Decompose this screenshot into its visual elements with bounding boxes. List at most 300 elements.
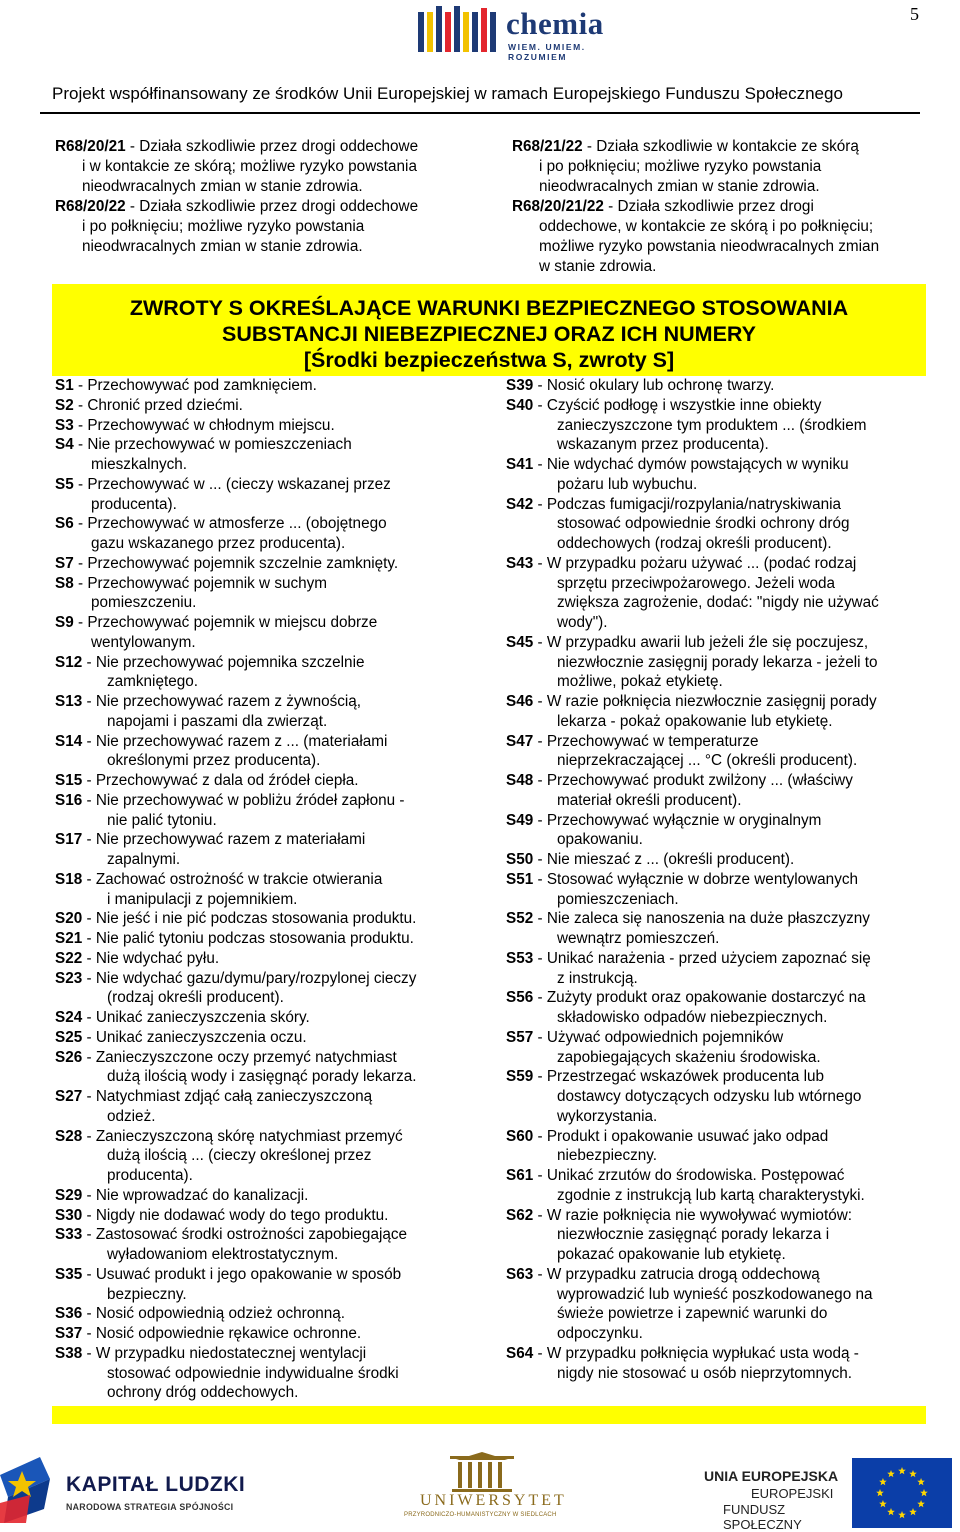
s-phrase [506,554,926,633]
s-phrase-continuation: lekarza - pokaż opakowanie lub etykietę. [557,712,833,730]
section-title-line3: [Środki bezpieczeństwa S, zwroty S] [303,348,675,372]
s-phrase [55,1304,495,1324]
s-phrase-continuation: niebezpieczny. [557,1147,658,1165]
s-phrase-text: - Unikać zanieczyszczenia skóry. [82,1009,310,1026]
s-phrase-code: S64 [506,1344,534,1362]
s-phrase-code: S21 [55,930,83,947]
s-phrase-continuation: dużą ilością wody i zasięgnąć porady lekarza. [107,1068,417,1086]
eu-star [898,1467,906,1474]
r-phrase-line: i po połknięciu; możliwe ryzyko powstania [82,218,365,235]
s-phrase-text: - W przypadku zatrucia drogą oddechową [533,1265,820,1283]
s-phrase-continuation: stosować odpowiednie indywidualne środki [107,1364,399,1382]
s-phrase-text: - Unikać zrzutów do środowiska. Postępować [533,1167,845,1184]
eu-star [917,1478,925,1485]
s-phrase-code: S49 [506,811,534,829]
s-phrase-code: S40 [506,396,534,414]
s-phrase-text: - W przypadku awarii lub jeżeli źle się poczujesz, [533,633,869,651]
s-phrase [55,949,495,969]
r-phrase-line: i po połknięciu; możliwe ryzyko powstania [539,158,822,175]
s-phrase-code: S12 [55,653,83,671]
s-phrase-continuation: bezpieczny. [107,1285,187,1303]
s-phrase-code: S29 [55,1186,83,1204]
s-phrase [55,909,495,929]
s-phrase [506,455,926,495]
s-phrase-text: - Przechowywać pojemnik szczelnie zamknięty. [73,554,399,572]
r-phrase [55,137,475,197]
s-phrase-continuation: i manipulacji z pojemnikiem. [107,890,298,908]
eu-star [887,1470,895,1477]
eu-line2: EUROPEJSKI [751,1486,834,1501]
s-phrase-line [506,1067,926,1087]
s-phrase-text: - Przechowywać w atmosferze ... (obojętnego [73,515,387,533]
s-phrase-code: S16 [55,791,83,809]
s-phrase-line [55,1265,495,1285]
s-phrase [506,1265,926,1344]
s-phrase-text: - Chronić przed dziećmi. [73,396,243,414]
s-phrase [55,929,495,949]
s-phrase-line [55,1028,495,1048]
s-phrase-continuation: pożaru lub wybuchu. [557,475,698,493]
s-phrase-code: S45 [506,633,534,651]
section-title-line1: ZWROTY S OKREŚLAJĄCE WARUNKI BEZPIECZNEGO STOSOWANIA [129,296,849,320]
s-phrase-line [55,653,495,673]
s-phrase-text: - Nosić odpowiednią odzież ochronną. [82,1305,345,1323]
s-phrase-line [55,1225,495,1245]
s-phrase-text: - Nie przechowywać pojemnika szczelnie [82,653,365,671]
s-phrase-line [55,692,495,712]
eu-star [879,1500,887,1507]
s-phrase-line [55,969,495,989]
s-phrase [506,811,926,851]
s-phrase-line [55,435,495,455]
s-phrase-text: - Zastosować środki ostrożności zapobiegające [82,1226,408,1244]
eu-text [694,1468,844,1532]
s-phrase-line [506,455,926,475]
r-phrase-line: i w kontakcie ze skórą; możliwe ryzyko powstania [82,158,417,175]
s-phrase-code: S60 [506,1127,534,1145]
s-phrase-code: S6 [55,515,74,533]
s-phrase-continuation: oddechowych (rodzaj określi producent). [557,535,832,552]
s-phrase-continuation: możliwe, pokaż etykietę. [557,673,723,691]
r-phrase-line: nieodwracalnych zmian w stanie zdrowia. [82,238,363,255]
r-phrase-line: w stanie zdrowia. [539,258,657,275]
s-phrase-continuation: wskazanym przez producenta). [557,436,769,454]
s-phrase-line [55,1304,495,1324]
s-phrase [55,653,495,693]
s-phrase-text: - Czyścić podłogę i wszystkie inne obiekty [533,396,822,414]
s-phrase-continuation: z instrukcją. [557,969,638,987]
s-phrase [55,1028,495,1048]
s-phrase-line [55,1324,495,1344]
s-phrase-text: - Nie palić tytoniu podczas stosowania produktu. [82,930,414,947]
s-phrase [506,988,926,1028]
s-phrase [55,376,495,396]
s-phrase-line [55,396,495,416]
s-phrase-continuation: producenta). [91,495,177,513]
s-phrase [506,732,926,772]
s-phrase [506,396,926,455]
s-phrase-continuation: odpoczynku. [557,1325,643,1342]
s-phrase-line [506,870,926,890]
s-phrase-continuation: ochrony dróg oddechowych. [107,1384,299,1402]
s-phrase-line [55,475,495,495]
s-phrase-line [506,396,926,416]
s-phrase-code: S59 [506,1068,534,1086]
s-phrase-text: - Nie przechowywać w pobliżu źródeł zapłonu - [82,791,405,809]
s-phrase-line [55,416,495,436]
s-phrase-continuation: zamkniętego. [107,673,198,691]
r-phrase-line: nieodwracalnych zmian w stanie zdrowia. [82,178,363,195]
s-phrase [55,771,495,791]
r-phrases-left [55,137,475,257]
s-phrase-text: - Nie mieszać z ... (określi producent). [533,851,795,868]
s-phrase [506,771,926,811]
s-phrase [506,692,926,732]
s-phrase [506,633,926,692]
s-phrase-text: - Używać odpowiednich pojemników [533,1028,784,1046]
r-phrase [55,197,475,257]
s-phrase-continuation: pomieszczeniu. [91,594,197,612]
s-phrase [55,870,495,910]
s-phrase-continuation: wentylowanym. [91,633,196,651]
s-phrase [55,475,495,515]
eu-star [909,1470,917,1477]
r-phrase-line: nieodwracalnych zmian w stanie zdrowia. [539,178,820,195]
r-phrase-line [512,137,932,157]
s-phrase-code: S61 [506,1167,534,1184]
s-phrase-code: S24 [55,1009,83,1026]
s-phrase-code: S63 [506,1265,534,1283]
r-phrase-text: - Działa szkodliwie przez drogi oddechowe [125,138,419,155]
s-phrase-text: - W przypadku niedostatecznej wentylacji [82,1344,367,1362]
s-phrase-continuation: wykorzystania. [557,1107,658,1125]
s-phrase-code: S50 [506,851,534,868]
s-phrase-continuation: nie palić tytoniu. [107,811,217,829]
eu-star [917,1500,925,1507]
s-phrase [55,791,495,831]
s-phrase-code: S42 [506,495,534,513]
s-phrase [55,830,495,870]
s-phrase-continuation: niezwłocznie zasięgnąć porady lekarza i [557,1226,830,1244]
s-phrase-text: - Nosić odpowiednie rękawice ochronne. [82,1325,362,1342]
s-phrase [55,969,495,1009]
s-phrases-left [55,376,495,1403]
s-phrase-code: S48 [506,772,534,789]
r-phrase-line [55,137,475,157]
s-phrase-text: - Stosować wyłącznie w dobrze wentylowanych [533,870,858,888]
s-phrase-text: - Unikać zanieczyszczenia oczu. [82,1028,307,1046]
s-phrase-line [55,929,495,949]
s-phrase [506,949,926,989]
s-phrase-code: S8 [55,574,74,592]
eu-star [920,1489,928,1496]
s-phrase-code: S33 [55,1226,83,1244]
s-phrase-text: - Nie wprowadzać do kanalizacji. [82,1186,309,1204]
s-phrase-code: S38 [55,1344,83,1362]
section-title [52,295,926,373]
s-phrase [506,909,926,949]
r-phrase-line [512,197,932,217]
s-phrase-continuation: mieszkalnych. [91,456,188,473]
s-phrase-code: S23 [55,969,83,987]
s-phrase-text: - Nie wdychać gazu/dymu/pary/rozpylonej cieczy [82,969,417,987]
s-phrase [55,1127,495,1186]
s-phrase-continuation: zanieczyszczone tym produktem ... (środkiem [557,416,867,434]
s-phrase-code: S47 [506,732,534,750]
s-phrase-code: S20 [55,910,83,928]
eu-star [879,1478,887,1485]
s-phrase [506,1067,926,1126]
s-phrase-continuation: producenta). [107,1167,193,1184]
s-phrase-continuation: wyładowaniom elektrostatycznym. [107,1246,339,1263]
s-phrase-line [506,1206,926,1226]
s-phrase-text: - Usuwać produkt i jego opakowanie w sposób [82,1265,402,1283]
footer [0,1440,960,1530]
s-phrase-continuation: dużą ilością ... (cieczy określonej przez [107,1147,372,1165]
s-phrase-code: S15 [55,772,83,789]
s-phrase-code: S1 [55,377,74,394]
s-phrase-line [506,1344,926,1364]
eu-line1: UNIA EUROPEJSKA [704,1468,839,1484]
s-phrase-code: S46 [506,693,534,710]
s-phrase-text: - Nie wdychać pyłu. [82,949,220,967]
s-phrase-continuation: stosować odpowiednie środki ochrony dróg [557,515,850,533]
university-subtitle: PRZYRODNICZO-HUMANISTYCZNY W SIEDLCACH [404,1512,557,1518]
s-phrase-continuation: zapalnymi. [107,851,181,868]
r-phrase [512,137,932,197]
s-phrase-line [55,909,495,929]
s-phrase-continuation: pomieszczeniach. [557,890,679,908]
s-phrase-code: S27 [55,1088,83,1105]
s-phrase-line [55,554,495,574]
kapital-ludzki-name: KAPITAŁ LUDZKI [66,1473,246,1496]
s-phrase-code: S43 [506,554,534,572]
s-phrase-code: S4 [55,436,74,454]
kapital-ludzki-emblem-icon [0,1457,50,1523]
s-phrase-line [506,1028,926,1048]
university-emblem-icon [446,1452,518,1496]
s-phrase-line [506,495,926,515]
chemia-logo [418,4,628,62]
s-phrase-text: - W razie połknięcia niezwłocznie zasięgnij porady [533,693,877,710]
s-phrase-line [506,771,926,791]
s-phrase-line [55,1206,495,1226]
s-phrase-line [55,376,495,396]
s-phrase-code: S13 [55,693,83,710]
chemia-logo-bars-icon [418,6,500,54]
s-phrase-continuation: odzież. [107,1107,156,1125]
s-phrase-text: - Przechowywać w ... (cieczy wskazanej przez [73,475,391,493]
s-phrase-line [506,732,926,752]
s-phrase-text: - Przechowywać z dala od źródeł ciepła. [82,772,359,789]
s-phrase [55,1344,495,1403]
s-phrase-text: - Przechowywać pojemnik w miejscu dobrze [73,614,378,631]
s-phrase-line [55,1186,495,1206]
eu-flag-icon [852,1458,952,1528]
eu-star [876,1489,884,1496]
s-phrase-line [55,870,495,890]
s-phrase [55,396,495,416]
s-phrase-text: - Przechowywać produkt zwilżony ... (właściwy [533,772,853,789]
s-phrase [506,850,926,870]
s-phrase [55,574,495,614]
s-phrase-continuation: sprzętu przeciwpożarowego. Jeżeli woda [557,574,836,592]
s-phrase-text: - Przechowywać w chłodnym miejscu. [73,416,335,434]
page-number: 5 [910,4,919,24]
r-phrase-line: oddechowe, w kontakcie ze skórą i po połknięciu; [539,218,874,235]
s-phrase-continuation: opakowaniu. [557,831,643,849]
s-phrase-code: S39 [506,377,534,394]
s-phrase [55,613,495,653]
s-phrase-text: - W przypadku pożaru używać ... (podać rodzaj [533,554,857,572]
s-phrase-code: S57 [506,1028,534,1046]
s-phrase-text: - W razie połknięcia nie wywoływać wymiotów: [533,1206,852,1224]
s-phrase-text: - Nie przechowywać razem z materiałami [82,831,366,849]
s-phrase-line [506,554,926,574]
s-phrase-continuation: wody"). [557,614,608,631]
s-phrase [55,1186,495,1206]
s-phrase-text: - Zanieczyszczoną skórę natychmiast przemyć [82,1127,403,1145]
s-phrase [506,1344,926,1384]
s-phrase-line [506,376,926,396]
eu-star [887,1508,895,1515]
s-phrase-text: - Nie jeść i nie pić podczas stosowania produktu. [82,910,417,928]
s-phrase-code: S2 [55,396,74,414]
s-phrase-text: - Zużyty produkt oraz opakowanie dostarczyć na [533,989,866,1007]
header-divider [40,112,920,114]
s-phrase-line [55,732,495,752]
s-phrase-line [506,692,926,712]
s-phrase-text: - Nie zaleca się nanoszenia na duże płaszczyzny [533,910,870,928]
s-phrase-code: S30 [55,1206,83,1224]
s-phrase-code: S41 [506,456,534,473]
s-phrase-line [506,811,926,831]
s-phrase [55,1087,495,1127]
s-phrase-continuation: materiał określi producent). [557,791,742,809]
r-phrase-code: R68/21/22 [512,138,583,155]
s-phrase-line [55,1048,495,1068]
s-phrase [55,1008,495,1028]
s-phrase-line [55,1344,495,1364]
s-phrase [506,1127,926,1167]
s-phrase-line [55,830,495,850]
s-phrase-line [55,613,495,633]
s-phrase [506,1206,926,1265]
s-phrase-code: S28 [55,1127,83,1145]
s-phrase-code: S7 [55,554,74,572]
section-title-line2: SUBSTANCJI NIEBEZPIECZNEJ ORAZ ICH NUMERY [222,322,756,346]
s-phrase-line [506,1166,926,1186]
s-phrase-continuation: świeże powietrze i zapewnić warunki do [557,1305,828,1323]
s-phrase-text: - Przechowywać w temperaturze [533,732,759,750]
s-phrase [55,1048,495,1088]
s-phrase-continuation: pokazać opakowanie lub etykietę. [557,1246,786,1263]
logo-tagline: WIEM. UMIEM. ROZUMIEM [508,42,586,62]
s-phrase-code: S52 [506,910,534,928]
r-phrase [512,197,932,277]
r-phrases-right [512,137,932,277]
s-phrase-continuation: składowisko odpadów niebezpiecznych. [557,1009,828,1026]
s-phrase-line [506,1265,926,1285]
s-phrase [55,416,495,436]
s-phrase-code: S14 [55,732,83,750]
s-phrase-line [55,1008,495,1028]
s-phrase [506,1166,926,1206]
s-phrase-continuation: napojami i paszami dla zwierząt. [107,712,328,730]
s-phrase-line [55,514,495,534]
s-phrase [55,1324,495,1344]
s-phrase-line [506,988,926,1008]
s-phrases-right [506,376,926,1383]
r-phrase-text: - Działa szkodliwie w kontakcie ze skórą [582,138,859,155]
s-phrase-line [506,850,926,870]
s-phrase [506,495,926,554]
s-phrase-line [506,949,926,969]
s-phrase-continuation: zapobiegających skażeniu środowiska. [557,1048,821,1066]
s-phrase-text: - W przypadku połknięcia wypłukać usta wodą - [533,1344,859,1362]
s-phrase-continuation: zwiększa zagrożenie, dodać: "nigdy nie używać [557,594,879,612]
s-phrase-line [506,1127,926,1147]
s-phrase-code: S9 [55,614,74,631]
s-phrase-line [55,1087,495,1107]
s-phrase-continuation: określonymi przez producenta). [107,752,321,770]
s-phrase-line [506,633,926,653]
s-phrase [55,732,495,772]
project-header: Projekt współfinansowany ze środków Unii Europejskiej w ramach Europejskiego Funduszu Społecznego [52,84,843,103]
r-phrase-line: możliwe ryzyko powstania nieodwracalnych zmian [539,238,880,255]
s-phrase-text: - Przechowywać pojemnik w suchym [73,574,328,592]
s-phrase-text: - Nigdy nie dodawać wody do tego produktu. [82,1206,389,1224]
s-phrase-code: S53 [506,949,534,967]
s-phrase-continuation: wewnątrz pomieszczeń. [557,930,720,947]
s-phrase-continuation: niezwłocznie zasięgnij porady lekarza - jeżeli to [557,653,878,671]
r-phrase-line [55,197,475,217]
s-phrase-line [55,949,495,969]
s-phrase-text: - Nie przechowywać razem z ... (materiałami [82,732,388,750]
s-phrase-line [55,771,495,791]
s-phrase-continuation: (rodzaj określi producent). [107,989,284,1007]
s-phrase-continuation: nieprzekraczającej ... °C (określi producent). [557,752,858,770]
s-phrase-code: S5 [55,475,74,493]
s-phrase-code: S37 [55,1325,83,1342]
s-phrase [55,514,495,554]
s-phrase-text: - Nie przechowywać w pomieszczeniach [73,436,352,454]
s-phrase-text: - Przechowywać wyłącznie w oryginalnym [533,811,822,829]
eu-star [898,1511,906,1518]
s-phrase-text: - Produkt i opakowanie usuwać jako odpad [533,1127,829,1145]
s-phrase [55,1225,495,1265]
kapital-ludzki-subtitle: NARODOWA STRATEGIA SPÓJNOŚCI [66,1502,234,1512]
s-phrase-line [55,791,495,811]
s-phrase [506,870,926,910]
r-phrase-code: R68/20/21/22 [512,198,604,215]
s-phrase-code: S3 [55,416,74,434]
s-phrase-continuation: dostawcy dotyczących odzysku lub wtórnego [557,1088,862,1105]
s-phrase-continuation: gazu wskazanego przez producenta). [91,535,346,552]
s-phrase-code: S22 [55,949,83,967]
s-phrase-text: - Podczas fumigacji/rozpylania/natryskiwania [533,495,841,513]
s-phrase-code: S17 [55,831,83,849]
university-name: UNIWERSYTET [420,1492,567,1509]
eu-star [909,1508,917,1515]
s-phrase-text: - Przechowywać pod zamknięciem. [73,377,317,394]
s-phrase-code: S62 [506,1206,534,1224]
s-phrase-text: - Zachować ostrożność w trakcie otwierania [82,870,383,888]
logo-word: chemia [506,6,604,41]
s-phrase [55,554,495,574]
r-phrase-text: - Działa szkodliwie przez drogi [603,198,814,215]
s-phrase-text: - Przestrzegać wskazówek producenta lub [533,1068,824,1086]
